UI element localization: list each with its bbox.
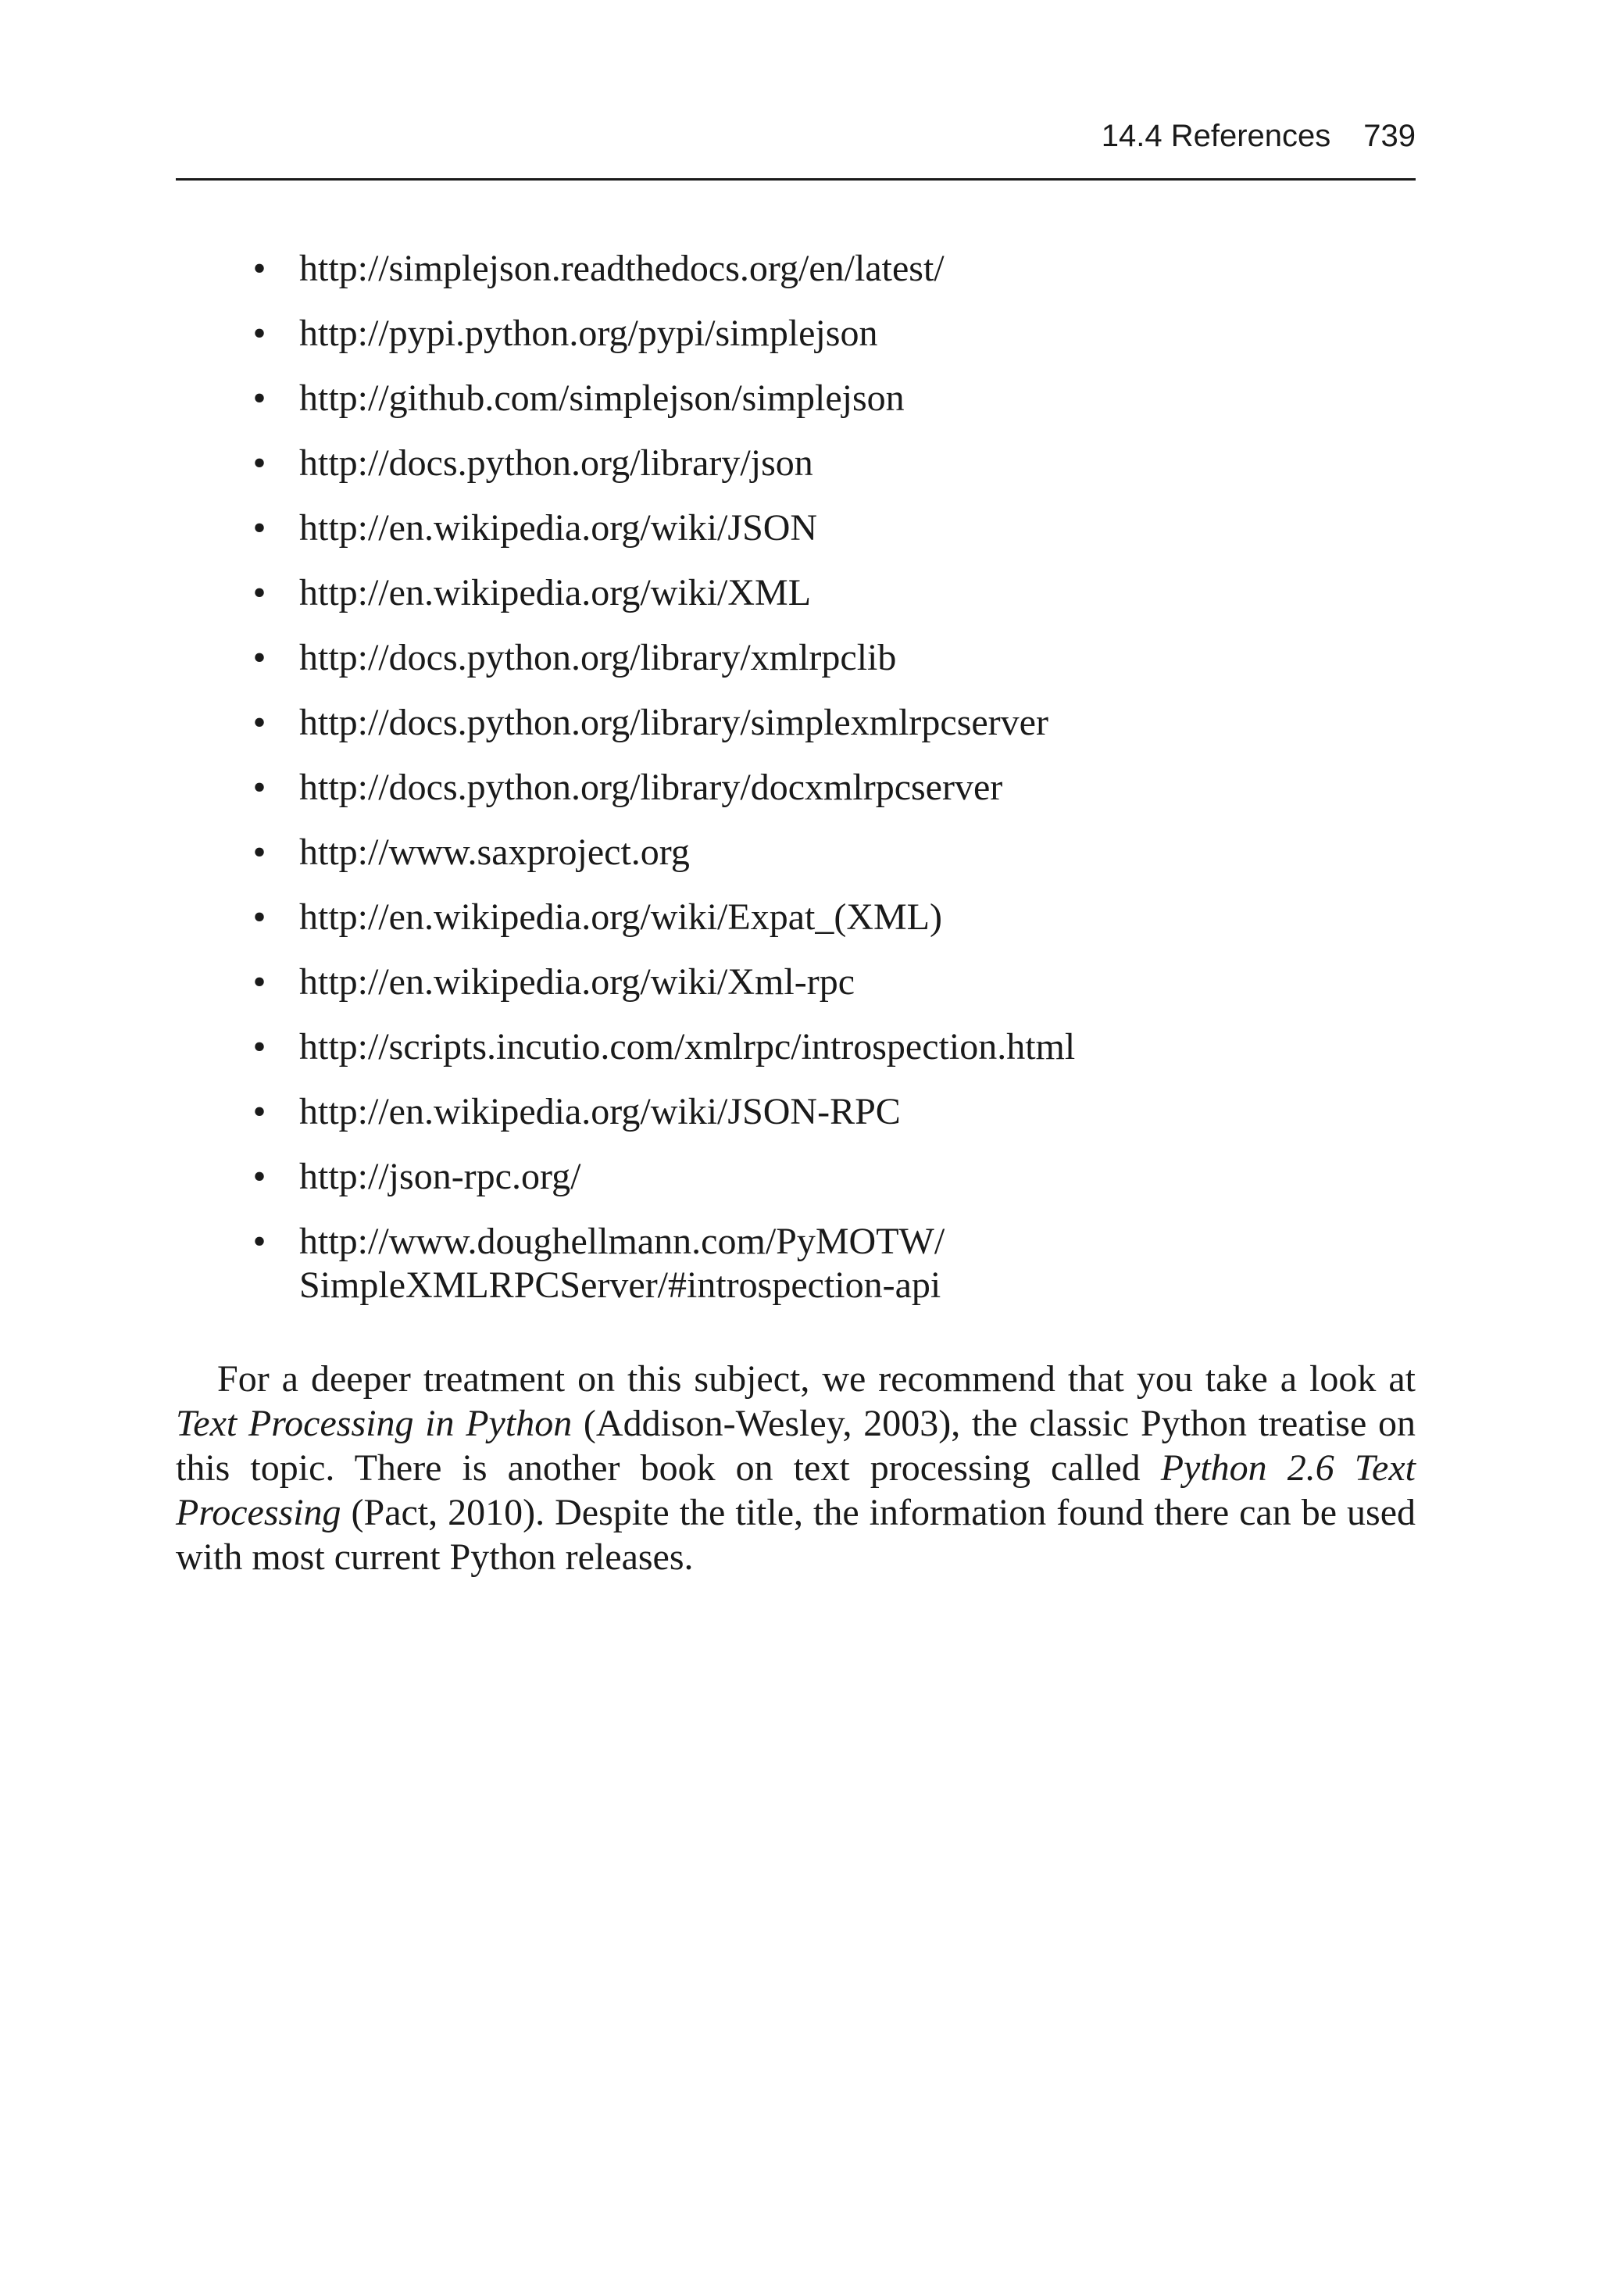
- reference-url: http://www.doughellmann.com/PyMOTW/ SimpleXMLRPCServer/#introspection-api: [299, 1221, 945, 1306]
- bullet-icon: •: [252, 896, 266, 938]
- reference-url: http://en.wikipedia.org/wiki/XML: [299, 572, 812, 613]
- reference-url: http://docs.python.org/library/docxmlrpcserver: [299, 767, 1003, 808]
- reference-item: [176, 1025, 1416, 1069]
- reference-item: [176, 312, 1416, 356]
- reference-item: [176, 766, 1416, 810]
- section-title: 14.4 References: [1101, 119, 1331, 153]
- bullet-icon: •: [252, 767, 266, 808]
- bullet-icon: •: [252, 961, 266, 1003]
- reference-item: [176, 701, 1416, 745]
- bullet-icon: •: [252, 702, 266, 743]
- header-right: [1102, 119, 1416, 154]
- paragraph-text: (Addison-Wesley, 2003), the classic Python treatise on this topic. There is another book on text processing called: [176, 1403, 1416, 1489]
- reference-url: http://docs.python.org/library/xmlrpclib: [299, 637, 897, 678]
- reference-item: [176, 442, 1416, 485]
- reference-url: http://pypi.python.org/pypi/simplejson: [299, 313, 878, 354]
- reference-url: http://docs.python.org/library/json: [299, 442, 813, 484]
- reference-item: [176, 636, 1416, 680]
- reference-item: [176, 1155, 1416, 1199]
- reference-item: [176, 247, 1416, 291]
- reference-url: http://www.saxproject.org: [299, 831, 690, 873]
- bullet-icon: •: [252, 313, 266, 354]
- reference-item: [176, 377, 1416, 420]
- page-number: 739: [1363, 119, 1416, 153]
- reference-item: [176, 506, 1416, 550]
- reference-item: [176, 1220, 1416, 1307]
- reference-item: [176, 896, 1416, 939]
- bullet-icon: •: [252, 1091, 266, 1132]
- reference-url: http://en.wikipedia.org/wiki/JSON-RPC: [299, 1091, 901, 1132]
- bullet-icon: •: [252, 637, 266, 678]
- reference-url: http://docs.python.org/library/simplexmlrpcserver: [299, 702, 1048, 743]
- reference-url: http://github.com/simplejson/simplejson: [299, 377, 905, 419]
- bullet-icon: •: [252, 831, 266, 873]
- bullet-icon: •: [252, 442, 266, 484]
- reference-list: [176, 247, 1416, 1329]
- running-header: [176, 119, 1416, 158]
- reference-url: http://en.wikipedia.org/wiki/JSON: [299, 507, 818, 549]
- bullet-icon: •: [252, 507, 266, 549]
- reference-item: [176, 1090, 1416, 1134]
- body-paragraph: [176, 1357, 1416, 1579]
- bullet-icon: •: [252, 248, 266, 289]
- paragraph-text: (Pact, 2010). Despite the title, the information found there can be used with most current Python releases.: [176, 1492, 1416, 1578]
- bullet-icon: •: [252, 377, 266, 419]
- reference-url: http://json-rpc.org/: [299, 1156, 581, 1197]
- bullet-icon: •: [252, 1156, 266, 1197]
- reference-url: http://en.wikipedia.org/wiki/Xml-rpc: [299, 961, 855, 1003]
- book-title: Text Processing in Python: [176, 1403, 573, 1444]
- reference-item: [176, 960, 1416, 1004]
- bullet-icon: •: [252, 572, 266, 613]
- bullet-icon: •: [252, 1221, 266, 1262]
- reference-item: [176, 831, 1416, 874]
- reference-url: http://scripts.incutio.com/xmlrpc/introspection.html: [299, 1026, 1076, 1068]
- reference-url: http://en.wikipedia.org/wiki/Expat_(XML): [299, 896, 942, 938]
- book-title: Python 2.6 Text Processing: [176, 1447, 1416, 1533]
- reference-url: http://simplejson.readthedocs.org/en/latest/: [299, 248, 945, 289]
- paragraph-text: For a deeper treatment on this subject, we recommend that you take a look at: [217, 1358, 1416, 1400]
- bullet-icon: •: [252, 1026, 266, 1068]
- reference-item: [176, 571, 1416, 615]
- header-rule: [176, 178, 1416, 181]
